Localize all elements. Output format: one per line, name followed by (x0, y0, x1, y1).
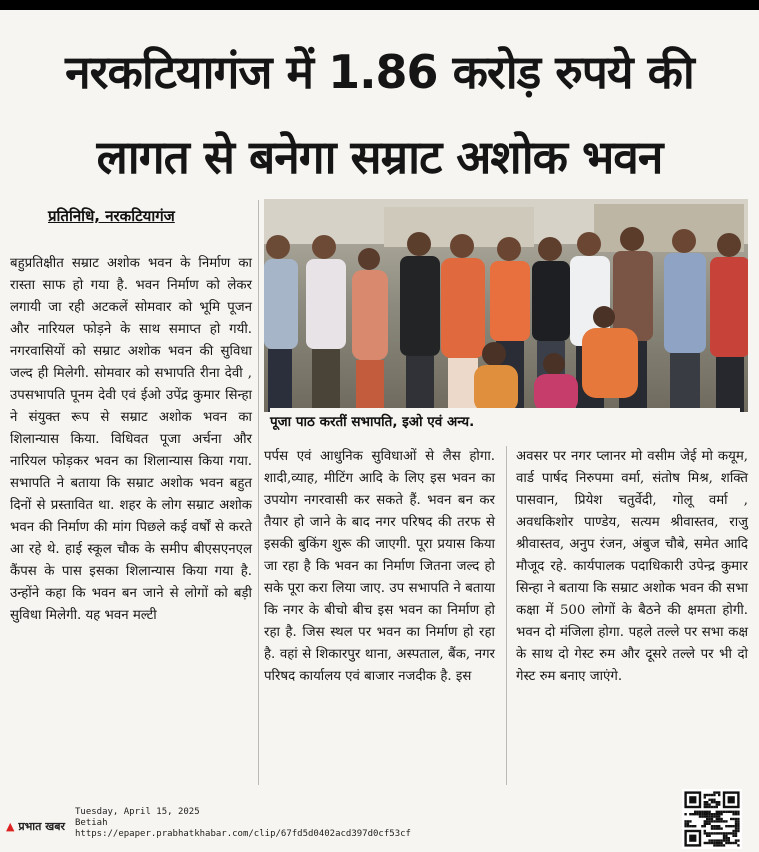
clip-url[interactable]: https://epaper.prabhatkhabar.com/clip/67fd5d0402acd397d0cf53cf (75, 829, 411, 839)
newspaper-clipping (0, 10, 759, 852)
group-photo-illustration (264, 199, 748, 412)
qr-code-icon[interactable] (682, 789, 742, 849)
column-divider (506, 446, 507, 785)
logo-mark-icon: ▲ (6, 820, 15, 833)
column-3-text: अवसर पर नगर प्लानर मो वसीम जेई मो कयूम, वार्ड पार्षद निरुपमा वर्मा, संतोष मिश्र, शक्ति पासवान, प्रियेश चतुर्वेदी, गोलू वर्मा , अवधकिशोर पाण्डेय, सत्यम श्रीवास्तव, राजु श्रीवास्तव, अनुप रंजन, अंबुज चौबे, समेत आदि मौजूद रहे. कार्यपालक पदाधिकारी उपेन्द्र कुमार सिन्हा ने बताया कि सम्राट अशोक भवन की सभा कक्षा में 500 लोगों के बैठने की क्षमता होगी. भवन दो मंजिला होगा. पहले तल्ले पर सभा कक्ष के साथ दो गेस्ट रुम और दूसरे तल्ले पर भी दो गेस्ट रुम बनाए जाएंगे. (516, 449, 748, 684)
clip-date: Tuesday, April 15, 2025 (75, 807, 200, 817)
photo-caption: पूजा पाठ करतीं सभापति, इओ एवं अन्य. (270, 408, 740, 436)
newspaper-logo (6, 819, 65, 834)
logo-text: प्रभात खबर (18, 820, 66, 833)
clip-footer (0, 795, 759, 852)
article-column-1 (10, 253, 252, 627)
news-photo (264, 199, 748, 412)
clip-meta (75, 807, 411, 840)
byline: प्रतिनिधि, नरकटियागंज (48, 207, 175, 225)
headline-line-1: नरकटियागंज में 1.86 करोड़ रुपये की (65, 45, 694, 99)
column-divider (258, 200, 259, 785)
column-1-text: बहुप्रतिक्षीत सम्राट अशोक भवन के निर्माण का रास्ता साफ हो गया है. भवन निर्माण को लेकर लगायी जा रही अटकलें सोमवार को भूमि पूजन और नारियल फोड़ने के साथ समाप्त हो गयी. नगरवासियों को सम्राट अशोक भवन की सुविधा जल्द ही मिलेगी. सोमवार को सभापति रीना देवी , उपसभापति पूनम देवी एवं ईओ उपेंद्र कुमार सिन्हा ने संयुक्त रूप से सम्राट अशोक भवन का शिलान्यास किया. विधिवत पूजा अर्चना और नारियल फोड़कर भवन का शिलान्यास किया गया. सभापति ने बताया कि सम्राट अशोक भवन बहुत दिनों से प्रस्तावित था. शहर के लोग सम्राट अशोक भवन की निर्माण की मांग पिछले कई वर्षों से करते आ रहे थे. हाई स्कूल चौक के समीप बीएसएनएल कैंपस के पास इसका शिलान्यास किया गया है. उन्होंने कहा कि भवन बन जाने से लोगों को बड़ी सुविधा मिलेगी. यह भवन मल्टी (10, 256, 252, 623)
column-2-text: पर्पस एवं आधुनिक सुविधाओं से लैस होगा. शादी,व्याह, मीटिंग आदि के लिए इस भवन का उपयोग नगरवासी कर सकते हैं. भवन बन कर तैयार हो जाने के बाद नगर परिषद की तरफ से इसकी बुकिंग शुरू की जाएगी. पूरा प्रयास किया जा रहा है कि भवन का निर्माण जितना जल्द हो सके पूरा करा लिया जाए. उप सभापति ने बताया कि नगर के बीचो बीच इस भवन का निर्माण हो रहा है. जिस स्थल पर भवन का निर्माण हो रहा है. वहां से शिकारपुर थाना, अस्पताल, बैंक, नगर परिषद कार्यालय एवं बाजार नजदीक है. इस (264, 449, 495, 684)
headline-line-2: लागत से बनेगा सम्राट अशोक भवन (96, 130, 663, 184)
clip-edition: Betiah (75, 818, 108, 828)
article-column-3 (516, 446, 748, 688)
article-column-2 (264, 446, 495, 688)
